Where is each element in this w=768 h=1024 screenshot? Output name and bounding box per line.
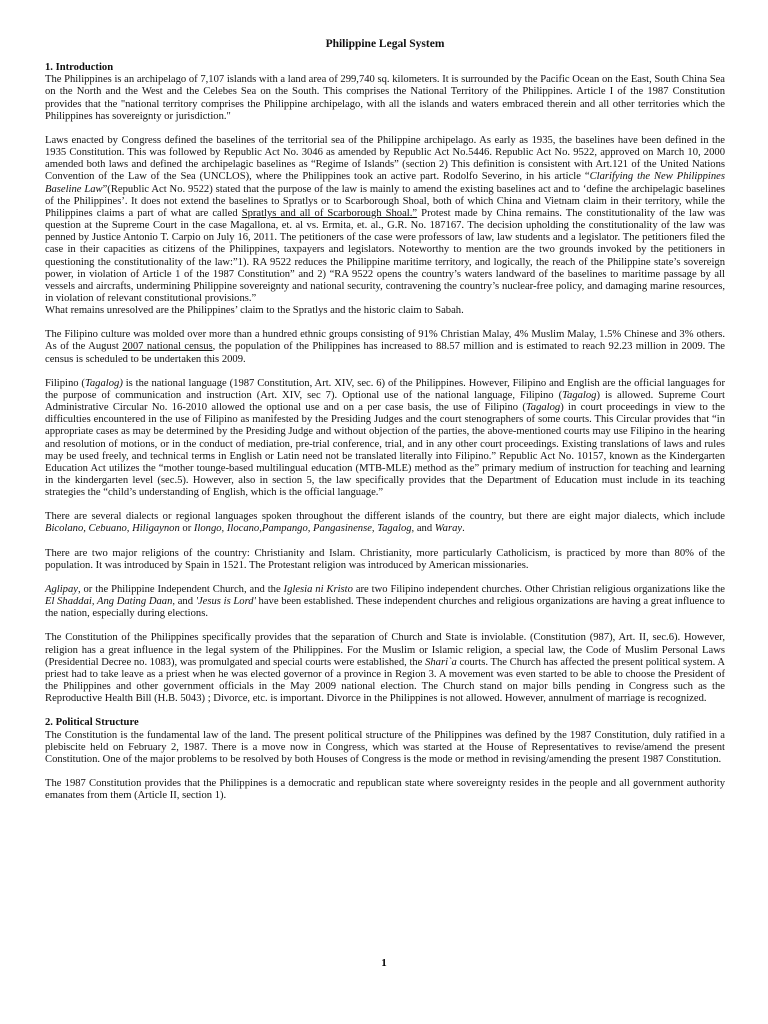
- italic-term: 'Jesus is Lord': [195, 596, 256, 608]
- text-run: are two Filipino independent churches. Other Christian religious organizations like the: [352, 583, 725, 595]
- text-run: ”(Republic Act No. 9522) stated that the purpose of the law is mainly to amend the existing baselines act and to ‘define the archipelagic baselines of the Philippines’. It does not extend the baselines to Spratlys or to Scarborough Shoal, both of which China and Vietnam claim in their territory, while the Philippines claims a part of what are called: [45, 183, 725, 219]
- paragraph-constitution: The Constitution is the fundamental law of the land. The present political structure of the Philippines was defined by the 1987 Constitution, duly ratified in a plebiscite held on February 2, 1987. There is a move now in Congress, which was started at the House of Representatives to revise/amend the present Constitution. One of the major problems to be resolved by both Houses of Congress is the mode or method in revising/amending the present 1987 Constitution.: [45, 729, 725, 765]
- paragraph-baselines: [45, 135, 725, 305]
- italic-term: Tagalog: [562, 389, 597, 401]
- text-run: have been established. These independent churches and religious organizations are having a great influence to the nation, especially during elections.: [45, 596, 725, 620]
- text-run: ) in court proceedings in view to the difficulties encountered in the use of Filipino as manifested by the Presiding Judges and the court stenographers of some courts. This Circular provides that “in appropriate cases as may be determined by the Presiding Judge and without objection of the parties, the above-mentioned courts may use Filipino in the hearing and resolution of motions, or in the conduct of mediation, pre-trial conference, trial, and in any other court proceedings. Existing translations of laws and rules may be used freely, and technical terms in English or Latin need not be translated literally into Filipino.” Republic Act No. 10157, known as the Kindergarten Education Act utilizes the “mother tounge-based multilingual education (MTB-MLE) method as the” primary medium of instruction for teaching and learning in the kindergarten level (sec.5). However, also in section 5, the law specifically provides that the Department of Education must include in its teaching strategies the “child’s understanding of English, which is the official language.”: [45, 402, 726, 499]
- text-run: , and: [172, 596, 196, 608]
- italic-term: Waray: [434, 523, 463, 535]
- italic-term: Tagalog): [84, 377, 123, 389]
- section-heading-political-structure: 2. Political Structure: [45, 717, 139, 729]
- text-run: Filipino (: [45, 377, 85, 389]
- document-title: Philippine Legal System: [325, 38, 445, 50]
- paragraph-church-state: [45, 632, 725, 705]
- section-heading-introduction: 1. Introduction: [45, 62, 114, 74]
- italic-term: Ilongo, Ilocano,Pampango, Pangasinense, Tagalog,: [193, 523, 415, 535]
- paragraph-national-territory: The Philippines is an archipelago of 7,107 islands with a land area of 299,740 sq. kilometers. It is surrounded by the Pacific Ocean on the East, South China Sea on the North and the West and the Celebes Sea on the South. This comprises the National Territory of the Philippines. Article I of the 1987 Constitution provides that the "national territory comprises the Philippine archipelago, with all the islands and waters embraced therein and all other territories which the Philippines has sovereignty or jurisdiction.": [45, 74, 725, 122]
- document-page: [45, 38, 725, 814]
- paragraph-unresolved-claims: What remains unresolved are the Philippines’ claim to the Spratlys and the historic claim to Sabah.: [45, 305, 464, 317]
- paragraph-religions: There are two major religions of the country: Christianity and Islam. Christianity, more particularly Catholicism, is practiced by more than 80% of the population. It was introduced by Spain in 1521. The Protestant religion was introduced by American missionaries.: [45, 547, 725, 571]
- italic-term: El Shaddai, Ang Dating Daan: [45, 596, 173, 608]
- paragraph-independent-churches: [45, 584, 725, 620]
- italic-term: Aglipay: [45, 583, 78, 595]
- text-run: Laws enacted by Congress defined the baselines of the territorial sea of the Philippine archipelago. As early as 1935, the baselines have been defined in the 1935 Constitution. This was followed by Republic Act No. 3046 as amended by Republic Act No.5446. Republic Act No. 9522, approved on March 10, 2000 amended both laws and defined the archipelagic baselines as “Regime of Islands” (section 2) This definition is consistent with Art.121 of the United Nations Convention of the Law of the Sea (UNCLOS), where the Philippines took an active part. Rodolfo Severino, in his article “: [45, 134, 725, 183]
- paragraph-culture-population: [45, 329, 725, 365]
- page-number: 1: [381, 957, 387, 969]
- text-run: , the population of the Philippines has increased to 88.57 million and is estimated to reach 92.23 million in 2009. The census is scheduled to be undertaken this 2009.: [45, 341, 726, 365]
- italic-term: Iglesia ni Kristo: [283, 583, 353, 595]
- text-run: , or the Philippine Independent Church, and the: [77, 583, 284, 595]
- underlined-phrase: 2007 national census: [122, 341, 213, 353]
- italic-term: Shari`a: [425, 656, 457, 668]
- text-run: courts. The Church has affected the present political system. A priest had to take leave as a priest when he was elected governor of a province in Region 3. A movement was even started to be able to choose the President of the Philippines and other government officials in the May 2009 national election. The Church stand on major bills pending in Congress such as the Reproductive Health Bill (H.B. 5043) ; Divorce, etc. is important. Divorce in the Philippines is not allowed. However, annulment of marriage is recognized.: [45, 656, 725, 705]
- text-run: Protest made by China remains. The constitutionality of the law was question at the Supreme Court in the case Magallona, et. al vs. Ermita, et. al., G.R. No. 187167. The decision upholding the constitutionality of the law was penned by Justice Antonio T. Carpio on July 16, 2011. The petitioners of the case were professors of law, law students and a legislator. The petitioners filed the case in their capacities as citizens of the Philippines, taxpayers and legislators. Noteworthy to mention are the two grounds invoked by the petitioners in questioning the constitutionality of the law:”1). RA 9522 reduces the Philippine maritime territory, and logically, the reach of the Philippine state’s sovereign power, in violation of Article 1 of the 1987 Constitution” and 2) “RA 9522 opens the country’s waters landward of the baselines to maritime passage by all vessels and aircrafts, undermining Philippine sovereignty and national security, contravening the country’s nuclear-free policy, and damaging marine resources, in violation of relevant constitutional provisions.”: [45, 207, 725, 304]
- italic-term: Tagalog: [525, 402, 561, 414]
- italic-term: Bicolano, Cebuano, Hiligaynon: [45, 523, 180, 535]
- underlined-phrase: Spratlys and all of Scarborough Shoal.”: [241, 207, 418, 219]
- paragraph-national-language: [45, 378, 725, 500]
- text-run: There are several dialects or regional languages spoken throughout the different islands of the country, but there are eight major dialects, which include: [45, 511, 725, 523]
- text-run: The Constitution of the Philippines specifically provides that the separation of Church and State is inviolable. (Constitution (987), Art. II, sec.6). However, religion has a great influence in the legal system of the Philippines. For the Muslim or Islamic religion, a special law, the Code of Muslim Personal Laws (Presidential Decree no. 1083), was promulgated and special courts were established, the: [45, 632, 725, 668]
- paragraph-dialects: [45, 511, 725, 535]
- text-run: and: [414, 523, 435, 535]
- article-title: Clarifying the New Philippines Baseline Law: [45, 171, 725, 195]
- text-run: or: [179, 523, 194, 535]
- text-run: ) is allowed. Supreme Court Administrative Circular No. 16-2010 allowed the optional use and on a per case basis, the use of Filipino (: [45, 389, 725, 414]
- text-run: is the national language (1987 Constitution, Art. XIV, sec. 6) of the Philippines. However, Filipino and English are the official languages for the purpose of communication and instruction (Art. XIV, sec 7). Optional use of the national language, Filipino (: [45, 377, 725, 401]
- text-run: .: [462, 523, 465, 535]
- paragraph-democratic-state: The 1987 Constitution provides that the Philippines is a democratic and republican state where sovereignty resides in the people and all government authority emanates from them (Article II, section 1).: [45, 777, 725, 802]
- text-run: The Filipino culture was molded over more than a hundred ethnic groups consisting of 91% Christian Malay, 4% Muslim Malay, 1.5% Chinese and 3% others. As of the August: [45, 329, 725, 353]
